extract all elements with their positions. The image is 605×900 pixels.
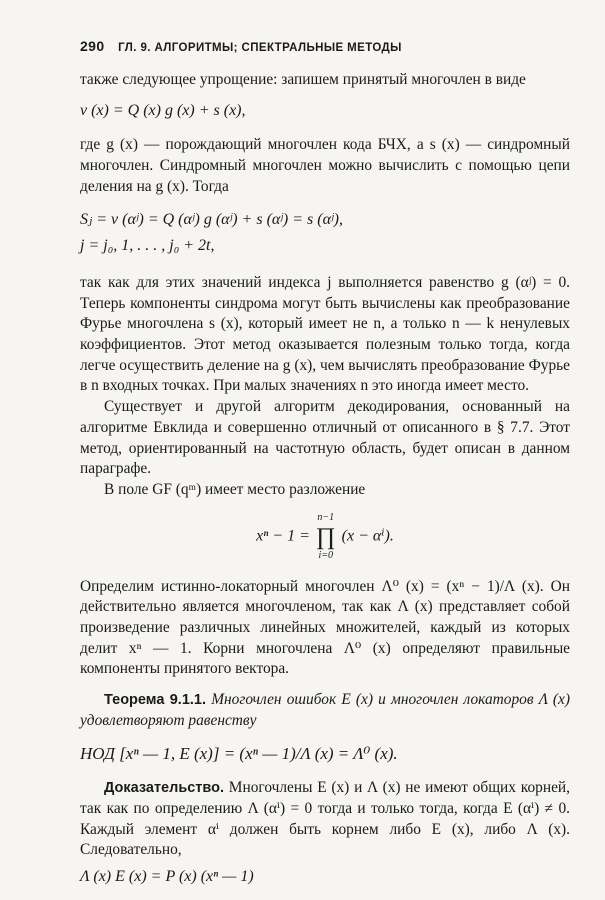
theorem-statement: Многочлен ошибок E (x) и многочлен локаторов Λ (x) удовлетворяют равенству: [80, 691, 570, 729]
product-symbol: ∏: [315, 523, 336, 550]
paragraph-euclid: Существует и другой алгоритм декодирования, основанный на алгоритме Евклида и совершенно отличный от описанного в § 7.7. Этот метод, ориентированный на частотную область, будет описан в данном параграфе.: [80, 398, 570, 478]
formula-product-identity: Λ (x) E (x) = P (x) (xⁿ — 1): [80, 868, 254, 886]
paragraph-intro: также следующее упрощение: запишем принятый многочлен в виде: [80, 71, 526, 88]
proof-heading: Доказательство.: [104, 780, 225, 797]
theorem-9-1-1: [80, 690, 570, 731]
formula-product: [80, 511, 570, 563]
paragraph-fourier-syndrome: так как для этих значений индекса j выполняется равенство g (αʲ) = 0. Теперь компоненты синдрома могут быть вычислены как преобразование Фурье многочлена s (x), который имеет не n, а только n — k ненулевых коэффициентов. Этот метод оказывается полезным только тогда, когда легче осуществить деление на g (x), чем вычислять преобразование Фурье в n входных точках. При малых значениях n это иногда имеет место.: [80, 273, 570, 395]
running-header: [80, 36, 560, 59]
paragraph-true-locator: Определим истинно-локаторный многочлен Λ⁰ (x) = (xⁿ − 1)/Λ (x). Он действительно является многочленом, так как Λ (x) представляет собой произведение различных линейных множителей, каждый из которых делит xⁿ — 1. Корни многочлена Λ⁰ (x) определяют правильные компоненты принятого вектора.: [80, 577, 570, 678]
page-body: [80, 70, 570, 888]
product-lhs: xⁿ − 1 =: [256, 527, 310, 545]
formula-received-polynomial: v (x) = Q (x) g (x) + s (x),: [80, 101, 246, 119]
product-lower-limit: i=0: [318, 549, 334, 561]
paragraph-bch-generator: где g (x) — порождающий многочлен кода БЧХ, а s (x) — синдромный многочлен. Синдромный многочлен можно вычислить с помощью цепи деления на g (x). Тогда: [80, 136, 570, 195]
product-rhs: (x − αⁱ).: [341, 527, 394, 545]
formula-index-range: j = j₀, 1, . . . , j₀ + 2t,: [80, 237, 215, 255]
proof-paragraph: [80, 778, 570, 861]
product-upper-limit: n−1: [317, 511, 335, 523]
product-operator: [316, 511, 336, 563]
running-title: ГЛ. 9. АЛГОРИТМЫ; СПЕКТРАЛЬНЫЕ МЕТОДЫ: [118, 42, 402, 54]
formula-gcd: НОД [xⁿ — 1, E (x)] = (xⁿ — 1)/Λ (x) = Λ⁰ (x).: [80, 743, 398, 763]
paragraph-factorization: В поле GF (qᵐ) имеет место разложение: [104, 480, 366, 498]
theorem-heading: Теорема 9.1.1.: [104, 692, 207, 709]
formula-syndrome: Sⱼ = v (αʲ) = Q (αʲ) g (αʲ) + s (αʲ) = s (αʲ),: [80, 210, 343, 228]
proof-text: Многочлены E (x) и Λ (x) не имеют общих корней, так как по определению Λ (αⁱ) = 0 тогда и только тогда, когда E (αⁱ) ≠ 0. Каждый элемент αⁱ должен быть корнем либо E (x), либо Λ (x). Следовательно,: [80, 779, 570, 859]
page-number: 290: [80, 38, 105, 54]
